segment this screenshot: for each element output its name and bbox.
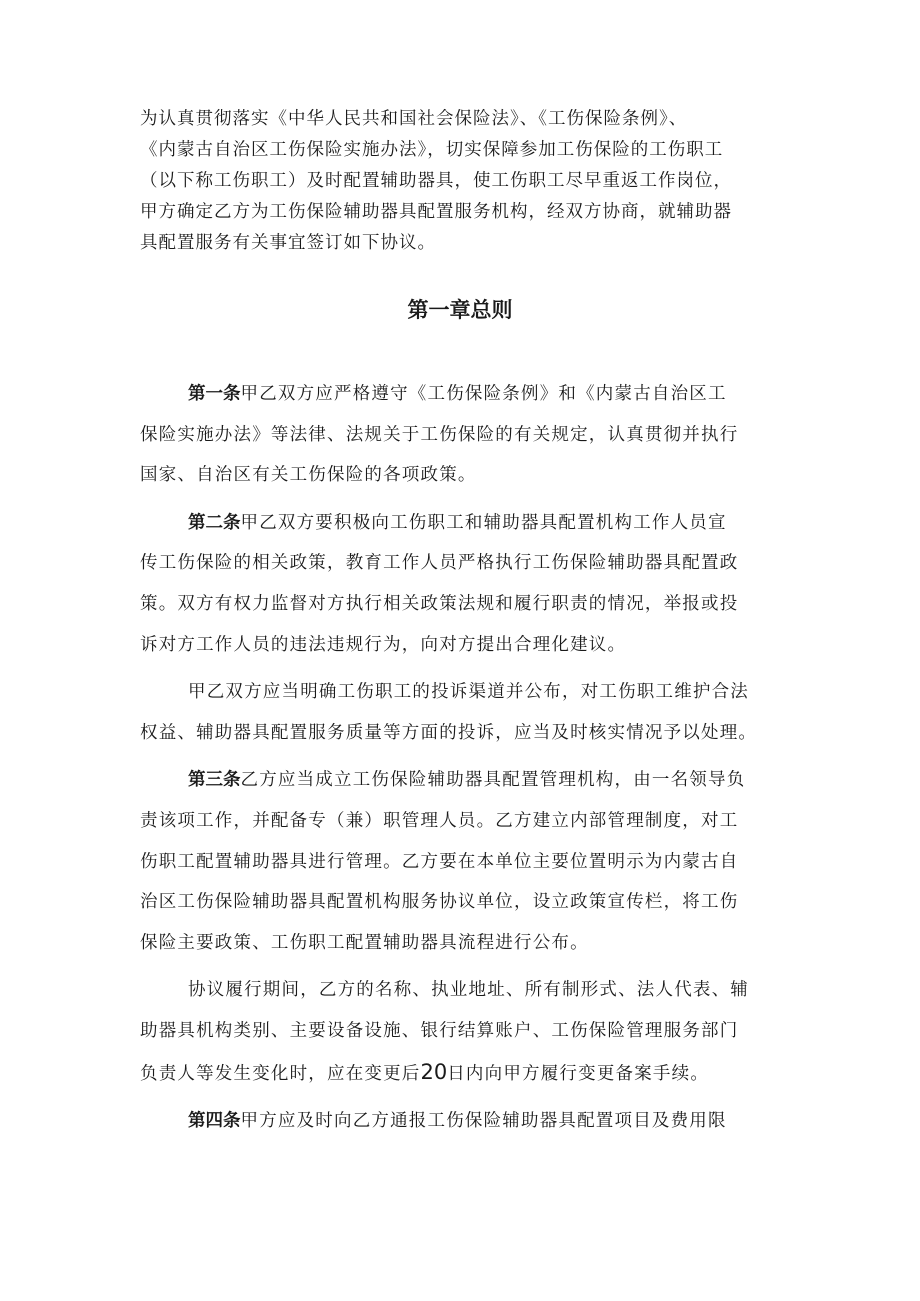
chapter-body	[140, 374, 790, 1142]
article-1-line: 国家、自治区有关工伤保险的各项政策。	[140, 465, 477, 486]
article-1-line: 保险实施办法》等法律、法规关于工伤保险的有关规定，认真贯彻并执行	[140, 424, 739, 445]
intro-line: 甲方确定乙方为工伤保险辅助器具配置服务机构，经双方协商，就辅助器	[140, 202, 732, 222]
intro-line: 《内蒙古自治区工伤保险实施办法》，切实保障参加工伤保险的工伤职工	[140, 140, 724, 160]
article-3-para2-text: 负责人等发生变化时，应在变更后	[140, 1063, 421, 1084]
article-2-para2-line: 权益、辅助器具配置服务质量等方面的投诉，应当及时核实情况予以处理。	[140, 722, 758, 743]
article-2-para2-line: 甲乙双方应当明确工伤职工的投诉渠道并公布，对工伤职工维护合法	[188, 682, 749, 703]
article-3-line	[140, 760, 790, 801]
days-number: 20	[420, 1059, 448, 1084]
intro-paragraph	[140, 104, 790, 259]
article-3-line: 伤职工配置辅助器具进行管理。乙方要在本单位主要位置明示为内蒙古自	[140, 851, 739, 872]
article-3-number: 第三条	[188, 770, 241, 791]
article-3-line: 治区工伤保险辅助器具配置机构服务协议单位，设立政策宣传栏，将工伤	[140, 892, 739, 913]
article-3-para2-line: 助器具机构类别、主要设备设施、银行结算账户、工伤保险管理服务部门	[140, 1020, 739, 1041]
article-2-line: 传工伤保险的相关政策，教育工作人员严格执行工伤保险辅助器具配置政	[140, 553, 739, 574]
article-2-line: 策。双方有权力监督对方执行相关政策法规和履行职责的情况，举报或投	[140, 593, 739, 614]
article-3-para2-line: 协议履行期间，乙方的名称、执业地址、所有制形式、法人代表、辅	[188, 980, 749, 1001]
article-4-text: 甲方应及时向乙方通报工伤保险辅助器具配置项目及费用限	[240, 1111, 727, 1132]
article-2-number: 第二条	[188, 512, 241, 533]
intro-line: （以下称工伤职工）及时配置辅助器具，使工伤职工尽早重返工作岗位，	[140, 171, 732, 191]
article-3-line: 保险主要政策、工伤职工配置辅助器具流程进行公布。	[140, 932, 589, 953]
article-2-line	[140, 503, 790, 544]
article-1-line	[140, 374, 790, 415]
article-4-number: 第四条	[188, 1111, 241, 1132]
article-3-line: 责该项工作，并配备专（兼）职管理人员。乙方建立内部管理制度，对工	[140, 810, 739, 831]
article-2-line: 诉对方工作人员的违法违规行为，向对方提出合理化建议。	[140, 634, 627, 655]
article-4-line	[140, 1101, 790, 1142]
article-1-number: 第一条	[188, 384, 241, 404]
article-3-para2-line	[140, 1052, 790, 1095]
chapter-title: 第一章总则	[407, 298, 513, 322]
intro-line: 具配置服务有关事宜签订如下协议。	[140, 233, 436, 253]
article-3-para2-text: 日内向甲方履行变更备案手续。	[447, 1063, 710, 1084]
article-1-text: 甲乙双方应严格遵守《工伤保险条例》和《内蒙古自治区工	[240, 384, 727, 404]
article-3-text: 乙方应当成立工伤保险辅助器具配置管理机构，由一名领导负	[240, 770, 746, 791]
intro-line: 为认真贯彻落实《中华人民共和国社会保险法》、《工伤保险条例》、	[140, 109, 688, 129]
article-2-text: 甲乙双方要积极向工伤职工和辅助器具配置机构工作人员宣	[240, 512, 727, 533]
